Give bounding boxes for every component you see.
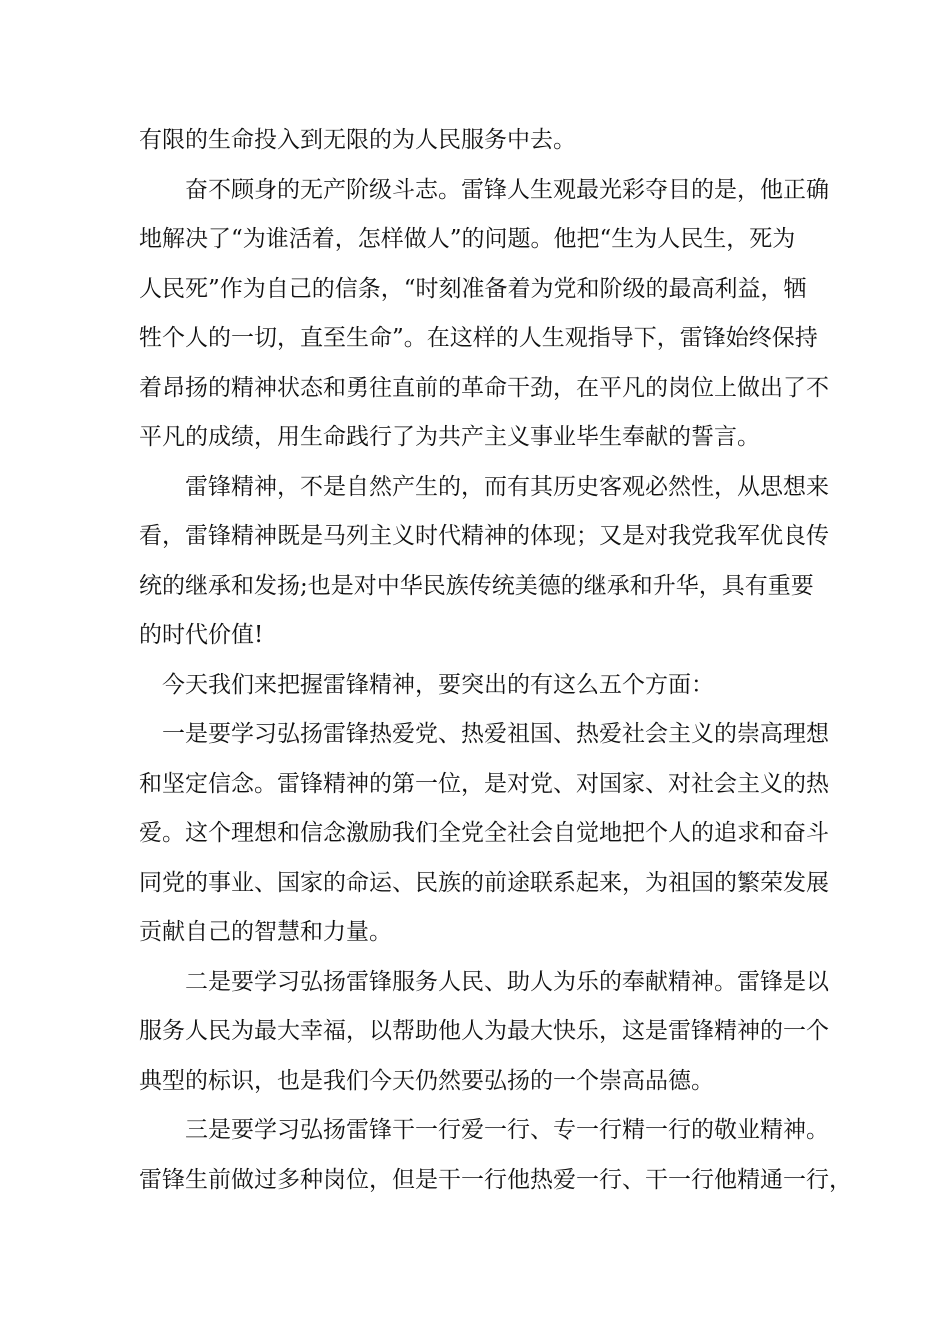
paragraph-start-line: 一是要学习弘扬雷锋热爱党、热爱祖国、热爱社会主义的崇高理想	[162, 721, 829, 747]
text-line: 的时代价值!	[139, 622, 264, 648]
text-line: 同党的事业、国家的命运、民族的前途联系起来，为祖国的繁荣发展	[139, 870, 829, 896]
text-line: 着昂扬的精神状态和勇往直前的革命干劲，在平凡的岗位上做出了不	[139, 375, 829, 401]
text-line: 牲个人的一切，直至生命”。在这样的人生观指导下，雷锋始终保持	[139, 325, 818, 351]
text-line: 贡献自己的智慧和力量。	[139, 919, 392, 945]
paragraph-start-line: 二是要学习弘扬雷锋服务人民、助人为乐的奉献精神。雷锋是以	[185, 969, 829, 995]
text-line: 有限的生命投入到无限的为人民服务中去。	[139, 127, 576, 153]
text-line: 平凡的成绩，用生命践行了为共产主义事业毕生奉献的誓言。	[139, 424, 760, 450]
paragraph-start-line: 三是要学习弘扬雷锋干一行爱一行、专一行精一行的敬业精神。	[185, 1117, 829, 1143]
text-line: 和坚定信念。雷锋精神的第一位，是对党、对国家、对社会主义的热	[139, 771, 829, 797]
text-line: 人民死”作为自己的信条，“时刻准备着为党和阶级的最高利益，牺	[139, 276, 807, 302]
text-line: 爱。这个理想和信念激励我们全党全社会自觉地把个人的追求和奋斗	[139, 820, 829, 846]
text-line: 看，雷锋精神既是马列主义时代精神的体现；又是对我党我军优良传	[139, 523, 829, 549]
text-line: 地解决了“为谁活着，怎样做人”的问题。他把“生为人民生，死为	[139, 226, 796, 252]
paragraph-start-line: 雷锋精神，不是自然产生的，而有其历史客观必然性，从思想来	[185, 474, 829, 500]
text-line: 统的继承和发扬;也是对中华民族传统美德的继承和升华，具有重要	[139, 573, 814, 599]
text-line: 典型的标识，也是我们今天仍然要弘扬的一个崇高品德。	[139, 1068, 714, 1094]
paragraph-start-line: 奋不顾身的无产阶级斗志。雷锋人生观最光彩夺目的是，他正确	[185, 177, 829, 203]
text-line: 服务人民为最大幸福，以帮助他人为最大快乐，这是雷锋精神的一个	[139, 1018, 829, 1044]
text-line: 雷锋生前做过多种岗位，但是干一行他热爱一行、干一行他精通一行，	[139, 1167, 852, 1193]
paragraph-start-line: 今天我们来把握雷锋精神，要突出的有这么五个方面：	[162, 672, 714, 698]
